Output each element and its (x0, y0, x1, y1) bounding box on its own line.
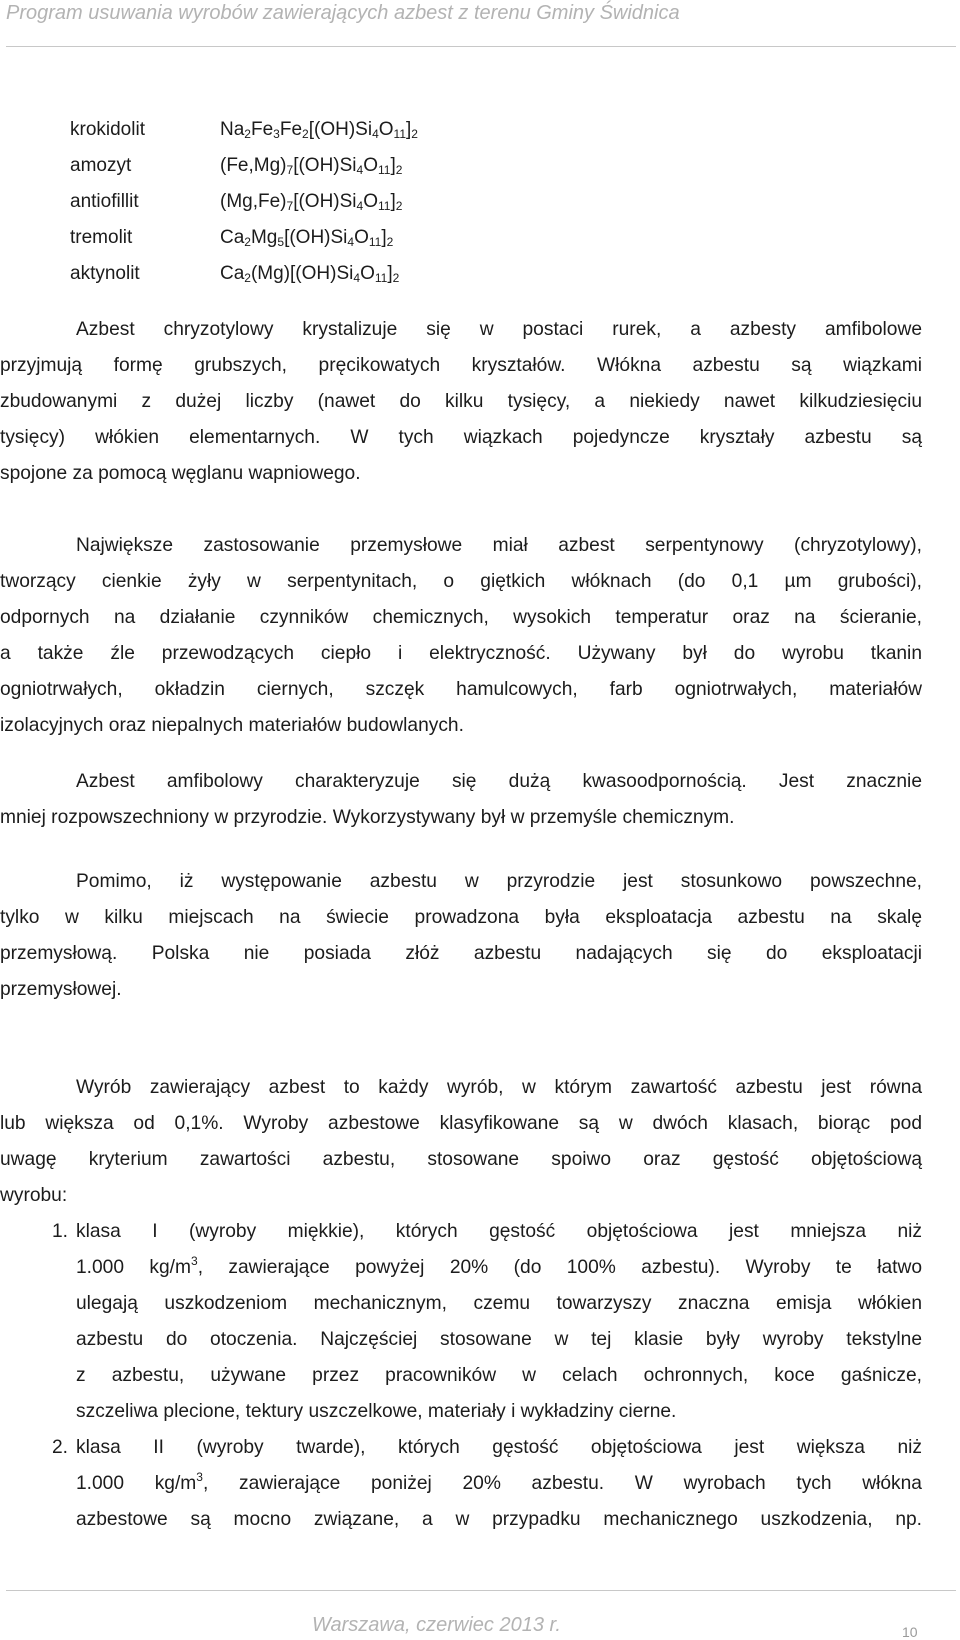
footer-text: Warszawa, czerwiec 2013 r. (312, 1614, 561, 1636)
page-number: 10 (902, 1624, 918, 1640)
chemical-formula: $Na_2Fe_3Fe_2[(OH)Si_4O_{11}]_2$ (220, 119, 418, 141)
formula-row (70, 224, 418, 260)
formula-row (70, 116, 418, 152)
chemical-formula: $Ca_2(Mg)[(OH)Si_4O_{11}]_2$ (220, 263, 400, 285)
formula-row (70, 188, 418, 224)
chemical-formula: $Ca_2Mg_5[(OH)Si_4O_{11}]_2$ (220, 227, 394, 249)
mineral-name: amozyt (70, 155, 132, 176)
list-line: 1.000 $kg/m^3$, zawierające poniżej 20% azbestu. W wyrobach tych włókna (76, 1470, 922, 1494)
text-line: mniej rozpowszechniony w przyrodzie. Wykorzystywany był w przemyśle chemicznym. (0, 807, 735, 828)
class-list-item (0, 1214, 922, 1430)
list-number: 1. (52, 1221, 69, 1242)
formula-row (70, 260, 418, 296)
mineral-name: antiofillit (70, 191, 139, 212)
text-line: tysięcy) włókien elementarnych. W tych wiązkach pojedyncze kryształy azbestu są (0, 427, 922, 448)
paragraph-definition (0, 1070, 922, 1214)
paragraph-amphibole (0, 764, 922, 836)
list-line: szczeliwa plecione, tektury uszczelkowe, materiały i wykładziny cierne. (76, 1401, 677, 1422)
text-line: ogniotrwałych, okładzin ciernych, szczęk hamulcowych, farb ogniotrwałych, materiałów (0, 679, 922, 700)
text-line: Wyrób zawierający azbest to każdy wyrób, w którym zawartość azbestu jest równa (76, 1077, 922, 1098)
text-line: uwagę kryterium zawartości azbestu, stosowane spoiwo oraz gęstość objętościową (0, 1149, 922, 1170)
text-line: spojone za pomocą węglanu wapniowego. (0, 463, 361, 484)
page-footer (0, 1576, 960, 1639)
list-number: 2. (52, 1437, 69, 1458)
list-line: ulegają uszkodzeniom mechanicznym, czemu towarzyszy znaczna emisja włókien (76, 1293, 922, 1314)
mineral-name: aktynolit (70, 263, 140, 284)
list-line: 1.000 $kg/m^3$, zawierające powyżej 20% (do 100% azbestu). Wyroby te łatwo (76, 1254, 922, 1278)
asbestos-formula-table (70, 116, 418, 296)
footer-rule (6, 1590, 956, 1591)
chemical-formula: $(Mg,Fe)_7[(OH)Si_4O_{11}]_2$ (220, 191, 403, 213)
mineral-name: tremolit (70, 227, 133, 248)
list-line: azbestu do otoczenia. Najczęściej stosowane w tej klasie były wyroby tekstylne (76, 1329, 922, 1350)
header-title: Program usuwania wyrobów zawierających azbest z terenu Gminy Świdnica (6, 2, 680, 24)
text-line: tworzący cienkie żyły w serpentynitach, o giętkich włóknach (do 0,1 µm grubości), (0, 571, 922, 592)
paragraph-occurrence (0, 864, 922, 1008)
text-line: przemysłową. Polska nie posiada złóż azbestu nadających się do eksploatacji (0, 943, 922, 964)
text-line: Największe zastosowanie przemysłowe miał azbest serpentynowy (chryzotylowy), (76, 535, 922, 556)
text-line: Azbest amfibolowy charakteryzuje się dużą kwasoodpornością. Jest znacznie (76, 771, 922, 792)
text-line: Azbest chryzotylowy krystalizuje się w postaci rurek, a azbesty amfibolowe (76, 319, 922, 340)
text-line: wyrobu: (0, 1185, 68, 1206)
text-line: lub większa od 0,1%. Wyroby azbestowe klasyfikowane są w dwóch klasach, biorąc pod (0, 1113, 922, 1134)
list-line: klasa II (wyroby twarde), których gęstość objętościowa jest większa niż (76, 1437, 922, 1458)
formula-row (70, 152, 418, 188)
list-line: z azbestu, używane przez pracowników w celach ochronnych, koce gaśnicze, (76, 1365, 922, 1386)
text-line: izolacyjnych oraz niepalnych materiałów budowlanych. (0, 715, 464, 736)
text-line: a także źle przewodzących ciepło i elektryczność. Używany był do wyrobu tkanin (0, 643, 922, 664)
paragraph-chryzotyl-structure (0, 312, 922, 492)
text-line: zbudowanymi z dużej liczby (nawet do kilku tysięcy, a niekiedy nawet kilkudziesięciu (0, 391, 922, 412)
asbestos-class-list (0, 1214, 922, 1538)
class-list-item (0, 1430, 922, 1538)
text-line: przyjmują formę grubszych, pręcikowatych kryształów. Włókna azbestu są wiązkami (0, 355, 922, 376)
list-line: azbestowe są mocno związane, a w przypadku mechanicznego uszkodzenia, np. (76, 1509, 922, 1530)
mineral-name: krokidolit (70, 119, 145, 140)
chemical-formula: $(Fe,Mg)_7[(OH)Si_4O_{11}]_2$ (220, 155, 403, 177)
list-line: klasa I (wyroby miękkie), których gęstość objętościowa jest mniejsza niż (76, 1221, 922, 1242)
page-header (0, 0, 960, 48)
text-line: odpornych na działanie czynników chemicznych, wysokich temperatur oraz na ścieranie, (0, 607, 922, 628)
paragraph-serpentine-use (0, 528, 922, 744)
text-line: przemysłowej. (0, 979, 122, 1000)
text-line: Pomimo, iż występowanie azbestu w przyrodzie jest stosunkowo powszechne, (76, 871, 922, 892)
header-rule (6, 46, 956, 47)
text-line: tylko w kilku miejscach na świecie prowadzona była eksploatacja azbestu na skalę (0, 907, 922, 928)
